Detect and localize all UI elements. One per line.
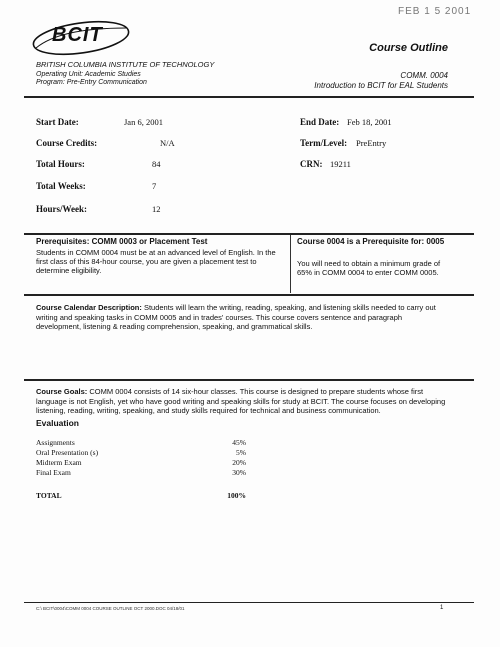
credits-value: N/A — [160, 138, 175, 148]
evaluation-item-percent: 30% — [232, 468, 246, 477]
credits-label: Course Credits: — [36, 138, 98, 148]
hours-per-week-value: 12 — [152, 204, 161, 214]
page-number: 1 — [440, 605, 444, 611]
evaluation-item-percent: 45% — [232, 438, 246, 447]
header-divider — [24, 96, 474, 98]
evaluation-row — [36, 458, 266, 467]
start-date-label: Start Date: — [36, 117, 79, 127]
evaluation-row — [36, 468, 266, 477]
course-code: COMM. 0004 — [400, 71, 448, 80]
crn-label: CRN: — [300, 159, 323, 169]
evaluation-item-name: Assignments — [36, 438, 75, 447]
term-level-value: PreEntry — [356, 138, 387, 148]
calendar-description-label: Course Calendar Description: — [36, 303, 142, 312]
hours-per-week-label: Hours/Week: — [36, 204, 87, 214]
evaluation-heading: Evaluation — [36, 418, 79, 428]
prereq-divider — [24, 294, 474, 296]
evaluation-row — [36, 448, 266, 457]
document-title: Course Outline — [369, 42, 448, 54]
end-date-value: Feb 18, 2001 — [347, 117, 392, 127]
total-weeks-value: 7 — [152, 181, 157, 191]
evaluation-total-value: 100% — [227, 491, 246, 500]
end-date-label: End Date: — [300, 117, 340, 127]
evaluation-item-percent: 5% — [236, 448, 246, 457]
details-divider — [24, 233, 474, 235]
calendar-description — [36, 303, 446, 332]
course-name: Introduction to BCIT for EAL Students — [314, 81, 448, 90]
evaluation-total-label: TOTAL — [36, 491, 62, 500]
total-weeks-label: Total Weeks: — [36, 181, 86, 191]
prereq-column-divider — [290, 235, 291, 293]
calendar-divider — [24, 379, 474, 381]
footer-file-path: C:\ BCIT\0004\COMM 0004 COURSE OUTLINE OCT 2000.DOC 04/18/01 — [36, 606, 185, 611]
prereq-side-text: You will need to obtain a minimum grade of 65% in COMM 0004 to enter COMM 0005. — [297, 259, 441, 277]
prereq-title: Prerequisites: COMM 0003 or Placement Test — [36, 237, 208, 246]
total-hours-label: Total Hours: — [36, 159, 85, 169]
total-hours-value: 84 — [152, 159, 161, 169]
received-stamp: FEB 1 5 2001 — [398, 6, 472, 17]
evaluation-item-name: Final Exam — [36, 468, 71, 477]
term-level-label: Term/Level: — [300, 138, 348, 148]
course-goals-label: Course Goals: — [36, 387, 88, 396]
evaluation-item-percent: 20% — [232, 458, 246, 467]
operating-unit: Operating Unit: Academic Studies — [36, 71, 141, 78]
program-name: Program: Pre-Entry Communication — [36, 79, 147, 86]
evaluation-item-name: Midterm Exam — [36, 458, 82, 467]
course-goals — [36, 387, 446, 416]
course-goals-text: COMM 0004 consists of 14 six-hour classes. This course is designed to prepare students whose first language is not English, yet who have good writing and speaking skills for study at BCIT. The course focuses on developing listening, reading, writing, speaking, and study skills required for technical and business communication. — [36, 387, 446, 415]
evaluation-row — [36, 438, 266, 447]
calendar-description-text: Students will learn the writing, reading, speaking, and listening skills needed to carry out writing and speaking tasks in COMM 0005 and in trades' courses. This course covers sentence and paragraph development, listening & reading comprehension, speaking, and grammatical skills. — [36, 303, 436, 331]
start-date-value: Jan 6, 2001 — [124, 117, 163, 127]
institution-name: BRITISH COLUMBIA INSTITUTE OF TECHNOLOGY — [36, 60, 215, 69]
evaluation-total-row — [36, 491, 266, 500]
prereq-text: Students in COMM 0004 must be at an advanced level of English. In the first class of this 84-hour course, you are given a placement test to determine eligibility. — [36, 248, 276, 275]
crn-value: 19211 — [330, 159, 351, 169]
prereq-side-title: Course 0004 is a Prerequisite for: 0005 — [297, 237, 445, 246]
bcit-logo-text: BCIT — [52, 24, 103, 46]
footer-divider — [24, 602, 474, 603]
evaluation-item-name: Oral Presentation (s) — [36, 448, 99, 457]
